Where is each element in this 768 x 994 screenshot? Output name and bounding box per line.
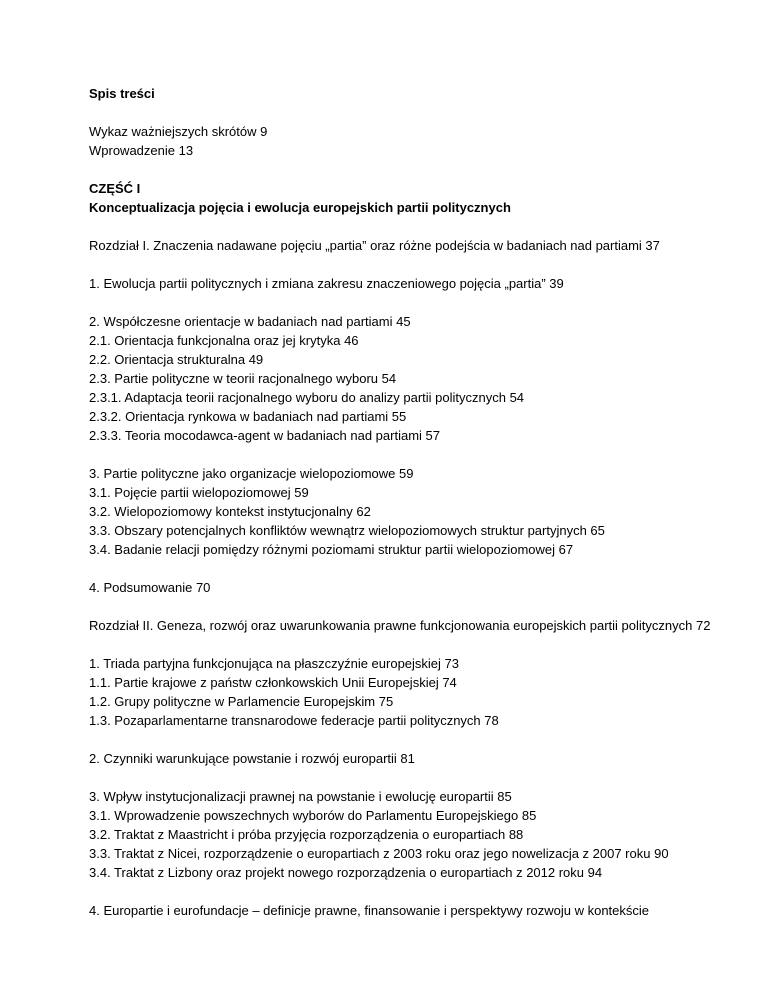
toc-entry: 2.3.3. Teoria mocodawca-agent w badaniach nad partiami 57 — [89, 428, 440, 443]
spacer — [89, 445, 749, 464]
chapter-title: Rozdział II. Geneza, rozwój oraz uwarunkowania prawne funkcjonowania europejskich partii politycznych 72 — [89, 618, 711, 633]
toc-entry: 3.1. Pojęcie partii wielopoziomowej 59 — [89, 485, 309, 500]
toc-entry: 4. Europartie i eurofundacje – definicje prawne, finansowanie i perspektywy rozwoju w kontekście — [89, 903, 650, 918]
toc-entry: 2.1. Orientacja funkcjonalna oraz jej krytyka 46 — [89, 333, 359, 348]
part-title: Konceptualizacja pojęcia i ewolucja europejskich partii politycznych — [89, 200, 511, 215]
toc-entry: 1.1. Partie krajowe z państw członkowskich Unii Europejskiej 74 — [89, 675, 457, 690]
toc-entry: 2.2. Orientacja strukturalna 49 — [89, 352, 264, 367]
spacer — [89, 293, 749, 312]
spacer — [89, 635, 749, 654]
toc-entry: 3.2. Traktat z Maastricht i próba przyjęcia rozporządzenia o europartiach 88 — [89, 827, 524, 842]
toc-entry: 2.3.2. Orientacja rynkowa w badaniach nad partiami 55 — [89, 409, 407, 424]
spacer — [89, 103, 749, 122]
spacer — [89, 597, 749, 616]
toc-entry: 3.2. Wielopoziomowy kontekst instytucjonalny 62 — [89, 504, 371, 519]
toc-entry: 3. Wpływ instytucjonalizacji prawnej na powstanie i ewolucję europartii 85 — [89, 789, 512, 804]
toc-entry: 1.2. Grupy polityczne w Parlamencie Europejskim 75 — [89, 694, 394, 709]
spacer — [89, 768, 749, 787]
spacer — [89, 217, 749, 236]
spacer — [89, 160, 749, 179]
chapter-title: Rozdział I. Znaczenia nadawane pojęciu „partia” oraz różne podejścia w badaniach nad partiami 37 — [89, 238, 660, 253]
toc-entry: 3.1. Wprowadzenie powszechnych wyborów do Parlamentu Europejskiego 85 — [89, 808, 537, 823]
toc-entry: 1.3. Pozaparlamentarne transnarodowe federacje partii politycznych 78 — [89, 713, 499, 728]
spacer — [89, 559, 749, 578]
toc-entry: 3.4. Traktat z Lizbony oraz projekt nowego rozporządzenia o europartiach z 2012 roku 94 — [89, 865, 603, 880]
spacer — [89, 730, 749, 749]
toc-entry: 3. Partie polityczne jako organizacje wielopoziomowe 59 — [89, 466, 414, 481]
spacer — [89, 255, 749, 274]
toc-entry: Wykaz ważniejszych skrótów 9 — [89, 124, 268, 139]
toc-entry: 4. Podsumowanie 70 — [89, 580, 211, 595]
toc-entry: 2.3. Partie polityczne w teorii racjonalnego wyboru 54 — [89, 371, 397, 386]
toc-entry: 3.3. Obszary potencjalnych konfliktów wewnątrz wielopoziomowych struktur partyjnych 65 — [89, 523, 605, 538]
toc-entry: 2.3.1. Adaptacja teorii racjonalnego wyboru do analizy partii politycznych 54 — [89, 390, 525, 405]
spacer — [89, 882, 749, 901]
toc-entry: 1. Ewolucja partii politycznych i zmiana zakresu znaczeniowego pojęcia „partia” 39 — [89, 276, 564, 291]
part-label: CZĘŚĆ I — [89, 181, 141, 196]
toc-entry: 2. Współczesne orientacje w badaniach nad partiami 45 — [89, 314, 411, 329]
table-of-contents — [89, 84, 749, 920]
toc-entry: 2. Czynniki warunkujące powstanie i rozwój europartii 81 — [89, 751, 415, 766]
toc-entry: 1. Triada partyjna funkcjonująca na płaszczyźnie europejskiej 73 — [89, 656, 459, 671]
toc-entry: 3.4. Badanie relacji pomiędzy różnymi poziomami struktur partii wielopoziomowej 67 — [89, 542, 574, 557]
toc-entry: 3.3. Traktat z Nicei, rozporządzenie o europartiach z 2003 roku oraz jego nowelizacja z 2007 roku 90 — [89, 846, 669, 861]
toc-title: Spis treści — [89, 86, 155, 101]
toc-entry: Wprowadzenie 13 — [89, 143, 194, 158]
